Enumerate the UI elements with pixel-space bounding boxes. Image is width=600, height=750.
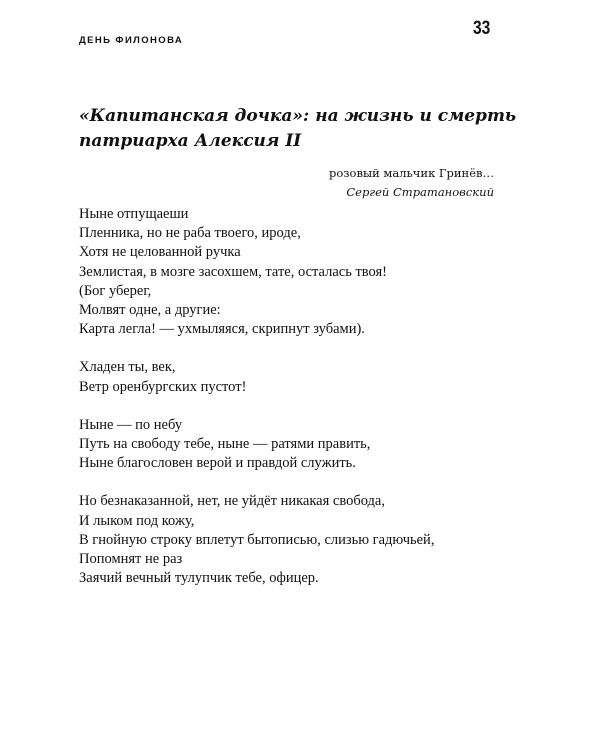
stanza bbox=[79, 205, 519, 339]
poem-line: Молвят одне, а другие: bbox=[79, 302, 221, 319]
poem-line: Карта легла! — ухмыляяся, скрипнут зубами). bbox=[79, 321, 365, 338]
epigraph-quote: розовый мальчик Гринёв… bbox=[329, 166, 494, 180]
stanza bbox=[79, 358, 519, 396]
poem-line: Ветр оренбургских пустот! bbox=[79, 378, 247, 395]
poem-line: Пленника, но не раба твоего, ироде, bbox=[79, 225, 301, 242]
poem-title-line: патриарха Алексия II bbox=[79, 131, 302, 151]
poem-line: Хотя не целованной ручка bbox=[79, 244, 241, 261]
stanza bbox=[79, 492, 519, 588]
poem-line: (Бог уберег, bbox=[79, 282, 152, 299]
poem-line: Попомнят не раз bbox=[79, 551, 183, 568]
poem-line: Путь на свободу тебе, ныне — ратями править, bbox=[79, 436, 371, 453]
poem-title-line: «Капитанская дочка»: на жизнь и смерть bbox=[79, 106, 517, 126]
poem-line: В гнойную строку вплетут бытописью, слизью гадючьей, bbox=[79, 531, 435, 548]
stanza bbox=[79, 416, 519, 474]
poem-line: И лыком под кожу, bbox=[79, 512, 195, 529]
poem-body bbox=[79, 205, 519, 607]
poem-line: Но безнаказанной, нет, не уйдёт никакая свобода, bbox=[79, 493, 385, 510]
epigraph bbox=[329, 164, 494, 202]
epigraph-author: Сергей Стратановский bbox=[346, 185, 494, 199]
poem-line: Землистая, в мозге засохшем, тате, осталась твоя! bbox=[79, 263, 388, 280]
poem-title bbox=[79, 104, 519, 154]
poem-line: Ныне отпущаеши bbox=[79, 206, 189, 222]
poem-line: Хладен ты, век, bbox=[79, 359, 176, 376]
poem-line: Ныне благословен верой и правдой служить. bbox=[79, 455, 356, 472]
running-header: ДЕНЬ ФИЛОНОВА bbox=[79, 35, 184, 46]
poem-line: Заячий вечный тулупчик тебе, офицер. bbox=[79, 570, 319, 587]
page-number: 33 bbox=[473, 18, 491, 39]
poem-line: Ныне — по небу bbox=[79, 416, 183, 433]
